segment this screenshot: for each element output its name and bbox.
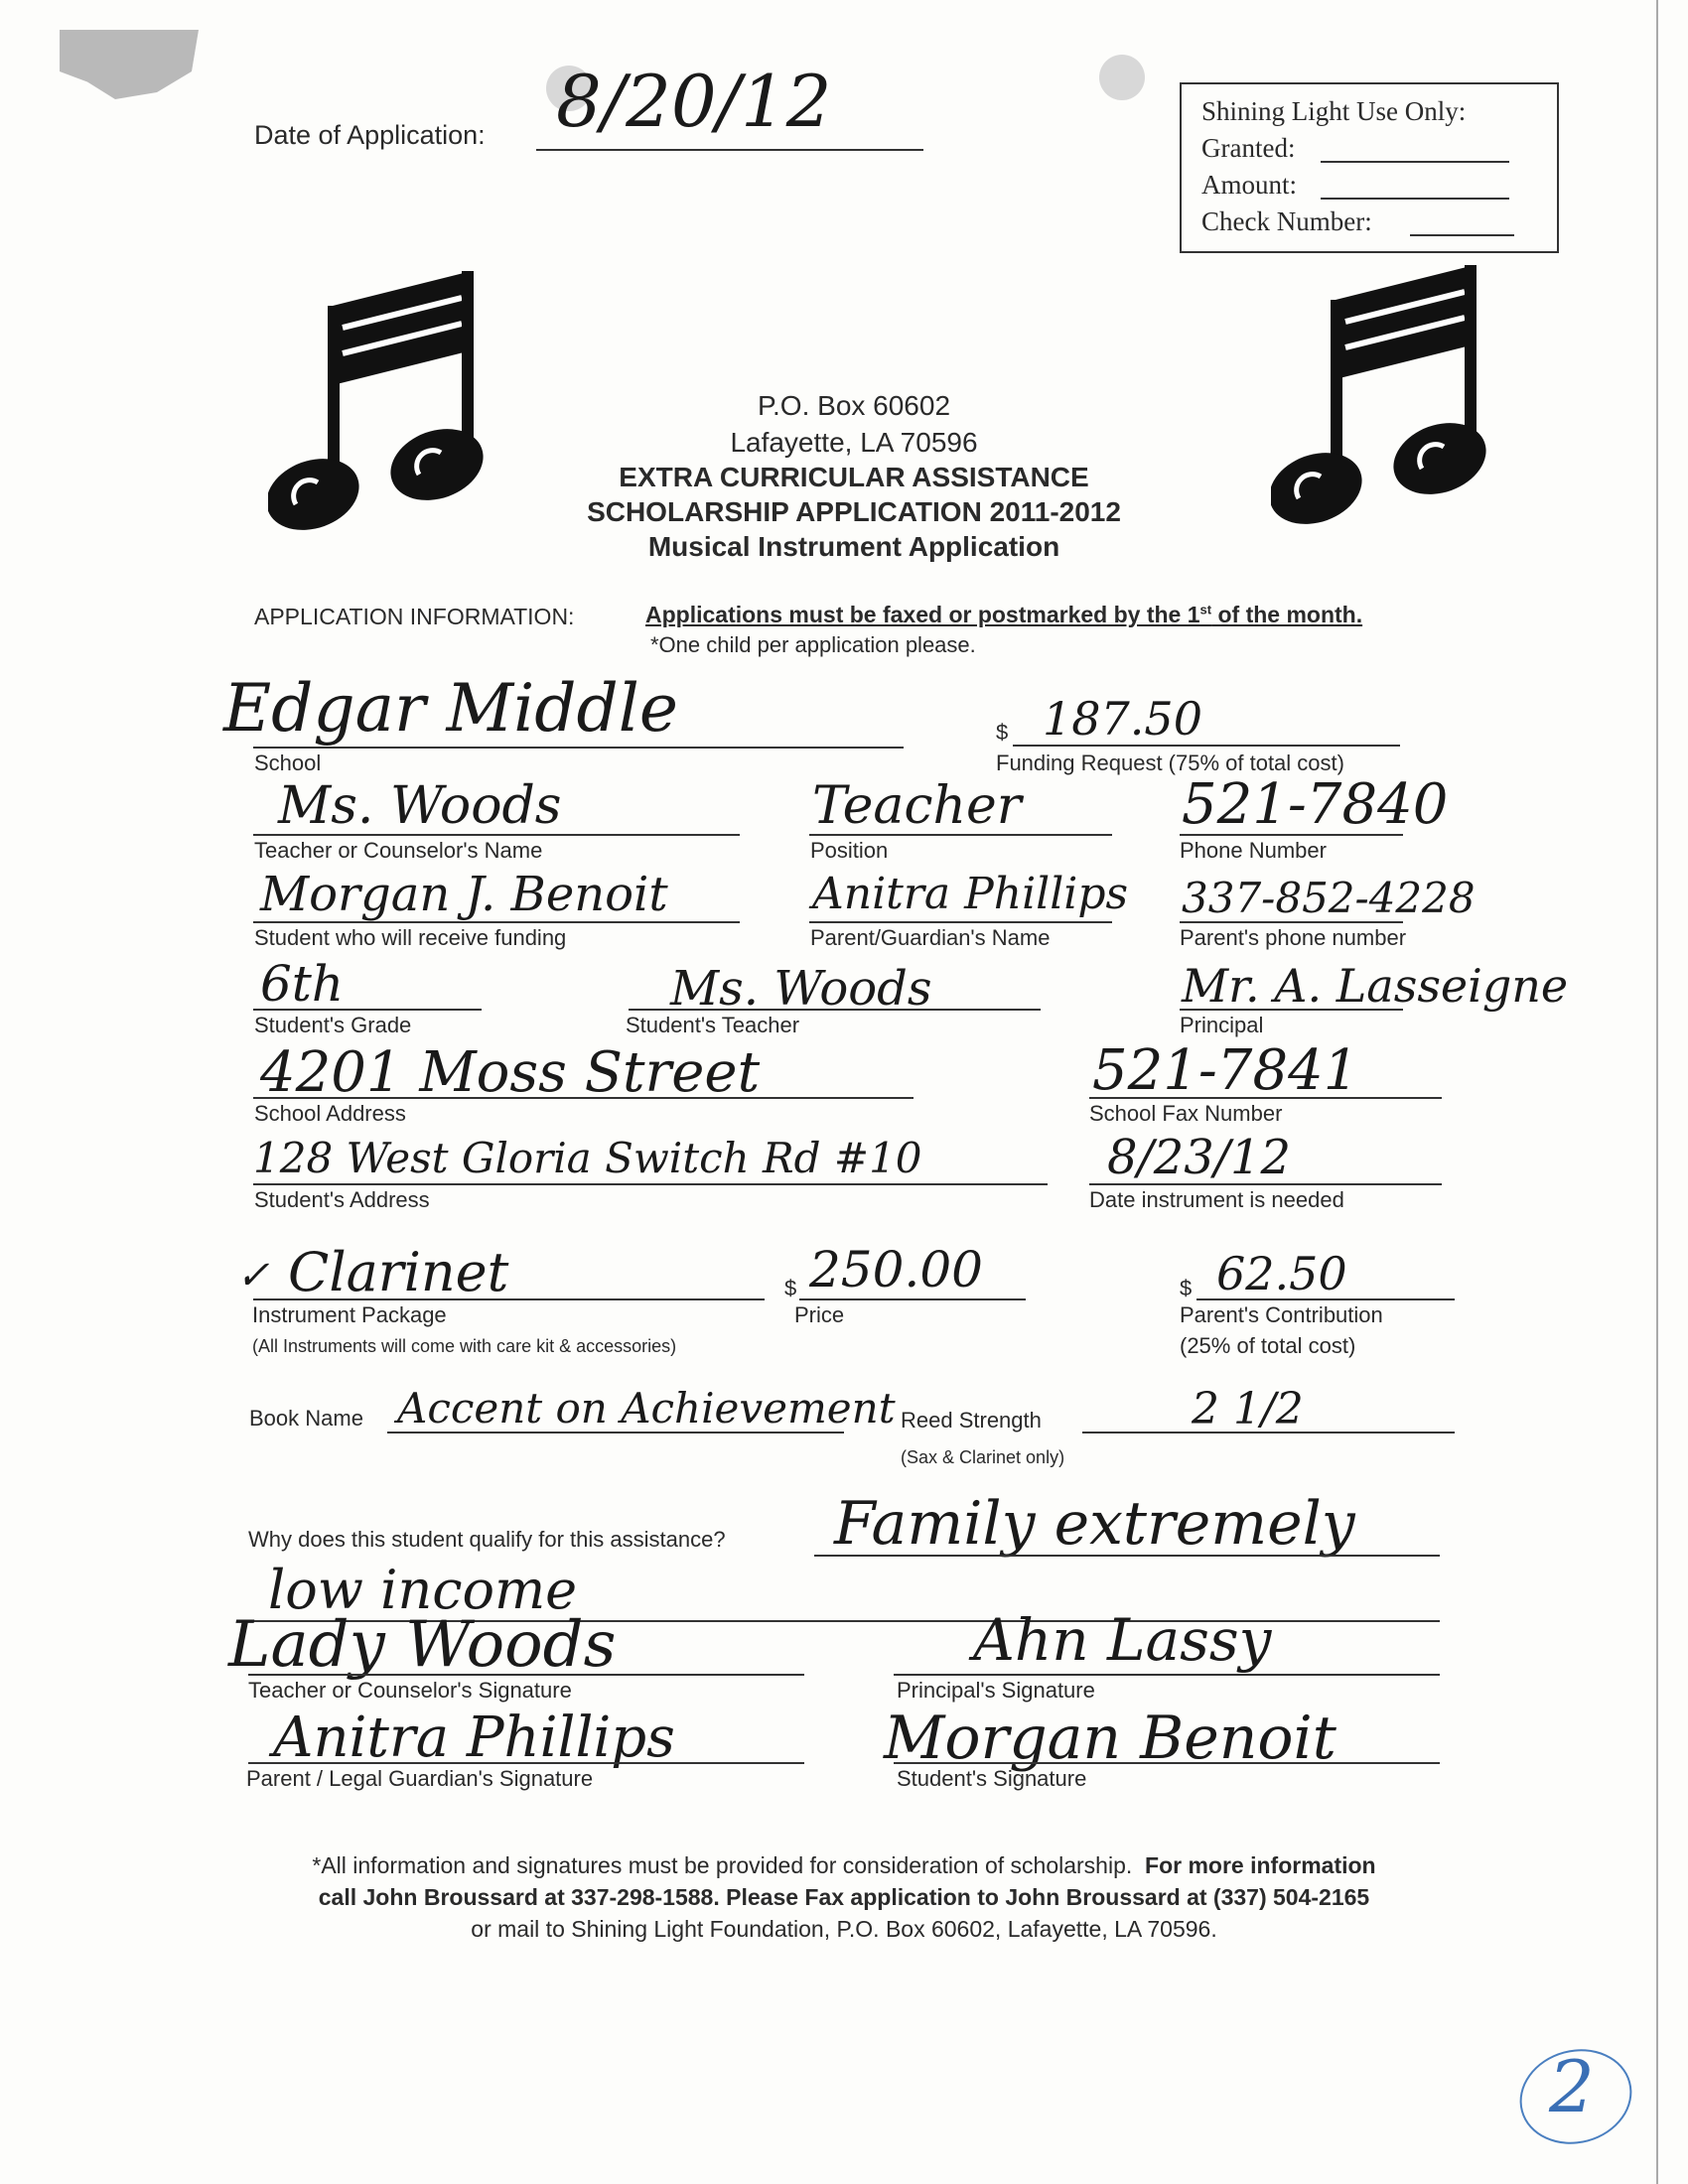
amount-label: Amount:	[1201, 170, 1298, 200]
school-label: School	[254, 751, 322, 775]
parent-phone-line	[1180, 921, 1403, 923]
book-value: Accent on Achievement	[397, 1384, 896, 1433]
footer-note: *All information and signatures must be provided for consideration of scholarship.	[312, 1852, 1133, 1878]
deadline-note-end: of the month.	[1211, 602, 1363, 627]
parent-name-value: Anitra Phillips	[812, 869, 1129, 919]
teacher-name-label: Teacher or Counselor's Name	[254, 838, 543, 863]
qualify-line	[814, 1555, 1440, 1557]
principal-signature-line	[894, 1674, 1440, 1676]
parent-name-label: Parent/Guardian's Name	[810, 925, 1051, 950]
footer-line-1	[179, 1852, 1509, 1879]
school-fax-label: School Fax Number	[1089, 1101, 1283, 1126]
grade-label: Student's Grade	[254, 1013, 412, 1037]
grade-line	[253, 1009, 482, 1011]
instrument-note: (All Instruments will come with care kit & accessories)	[252, 1336, 677, 1356]
amount-line	[1321, 198, 1509, 200]
contribution-dollar: $	[1180, 1276, 1193, 1300]
price-line	[799, 1298, 1026, 1300]
parent-signature-line	[248, 1762, 804, 1764]
parent-name-line	[809, 921, 1112, 923]
school-address-label: School Address	[254, 1101, 406, 1126]
school-line	[253, 747, 904, 749]
title-line-3: Musical Instrument Application	[647, 531, 1060, 562]
application-information-label: APPLICATION INFORMATION:	[254, 604, 575, 629]
contribution-line	[1196, 1298, 1455, 1300]
date-of-application-label: Date of Application:	[254, 120, 486, 150]
qualify-label: Why does this student qualify for this assistance?	[248, 1527, 726, 1552]
reed-note: (Sax & Clarinet only)	[901, 1447, 1065, 1467]
office-use-title: Shining Light Use Only:	[1201, 96, 1467, 126]
school-value: Edgar Middle	[223, 670, 678, 747]
price-label: Price	[794, 1302, 845, 1327]
one-child-note: *One child per application please.	[650, 632, 976, 657]
check-number-line	[1410, 234, 1514, 236]
date-needed-value: 8/23/12	[1107, 1130, 1292, 1185]
parent-phone-value: 337-852-4228	[1182, 874, 1476, 922]
funding-label: Funding Request (75% of total cost)	[996, 751, 1344, 775]
contribution-note: (25% of total cost)	[1180, 1333, 1356, 1358]
reed-line	[1082, 1432, 1455, 1433]
check-number-label: Check Number:	[1201, 206, 1372, 236]
footer-line-3: or mail to Shining Light Foundation, P.O. Box 60602, Lafayette, LA 70596.	[471, 1916, 1217, 1942]
funding-value: 187.50	[1043, 692, 1202, 746]
granted-line	[1321, 161, 1509, 163]
date-of-application-line	[536, 149, 923, 151]
page-mark: 2	[1549, 2045, 1595, 2128]
parent-signature: Anitra Phillips	[273, 1706, 675, 1770]
teacher-signature: Lady Woods	[228, 1608, 617, 1682]
student-address-line	[253, 1183, 1048, 1185]
date-needed-label: Date instrument is needed	[1089, 1187, 1344, 1212]
teacher-signature-line	[248, 1674, 804, 1676]
punch-hole	[1099, 55, 1145, 100]
school-fax-value: 521-7841	[1092, 1038, 1359, 1103]
student-address-label: Student's Address	[254, 1187, 430, 1212]
instrument-check-mark: ✓	[236, 1253, 270, 1298]
price-dollar: $	[784, 1276, 797, 1300]
footer-more-info: For more information	[1145, 1852, 1376, 1878]
student-teacher-label: Student's Teacher	[626, 1013, 800, 1037]
deadline-note	[645, 602, 1362, 628]
music-note-icon	[1271, 260, 1489, 548]
instrument-label: Instrument Package	[252, 1302, 447, 1327]
parent-signature-label: Parent / Legal Guardian's Signature	[246, 1766, 594, 1791]
student-address-value: 128 West Gloria Switch Rd #10	[253, 1134, 922, 1182]
position-label: Position	[810, 838, 889, 863]
principal-label: Principal	[1180, 1013, 1264, 1037]
price-value: 250.00	[809, 1241, 983, 1298]
title-line-1: EXTRA CURRICULAR ASSISTANCE	[619, 462, 1089, 492]
funding-line	[1013, 745, 1400, 747]
date-of-application-value: 8/20/12	[556, 60, 832, 143]
contribution-value: 62.50	[1216, 1247, 1347, 1300]
position-value: Teacher	[812, 776, 1022, 836]
title-line-2: SCHOLARSHIP APPLICATION 2011-2012	[587, 496, 1121, 527]
book-label: Book Name	[249, 1406, 363, 1431]
position-line	[809, 834, 1112, 836]
instrument-value: Clarinet	[288, 1241, 509, 1303]
school-fax-line	[1089, 1097, 1442, 1099]
student-teacher-line	[629, 1009, 1041, 1011]
student-label: Student who will receive funding	[254, 925, 567, 950]
phone-label: Phone Number	[1180, 838, 1327, 863]
music-note-icon	[268, 266, 487, 554]
phone-value: 521-7840	[1182, 772, 1449, 837]
teacher-name-line	[253, 834, 740, 836]
student-teacher-value: Ms. Woods	[670, 961, 932, 1017]
principal-line	[1180, 1009, 1403, 1011]
student-signature-label: Student's Signature	[897, 1766, 1087, 1791]
qualify-value: Family extremely	[834, 1489, 1355, 1559]
city-state: Lafayette, LA 70596	[730, 427, 978, 458]
deadline-note-text: Applications must be faxed or postmarked by the 1	[645, 602, 1200, 627]
student-signature: Morgan Benoit	[884, 1704, 1336, 1773]
date-needed-line	[1089, 1183, 1442, 1185]
po-box: P.O. Box 60602	[757, 390, 951, 421]
granted-label: Granted:	[1201, 133, 1296, 163]
qualify-value-2: low income	[268, 1559, 578, 1621]
instrument-line	[253, 1298, 765, 1300]
principal-signature: Ahn Lassy	[973, 1606, 1272, 1674]
teacher-signature-label: Teacher or Counselor's Signature	[248, 1678, 572, 1703]
deadline-note-sup: st	[1199, 602, 1212, 617]
principal-value: Mr. A. Lasseigne	[1182, 959, 1569, 1013]
principal-signature-label: Principal's Signature	[897, 1678, 1095, 1703]
funding-dollar: $	[996, 720, 1009, 745]
phone-line	[1180, 834, 1403, 836]
grade-value: 6th	[260, 955, 345, 1013]
student-line	[253, 921, 740, 923]
school-address-value: 4201 Moss Street	[260, 1040, 761, 1105]
teacher-name-value: Ms. Woods	[278, 776, 562, 836]
book-line	[387, 1432, 844, 1433]
page-edge	[1656, 0, 1658, 2184]
footer-line-2: call John Broussard at 337-298-1588. Please Fax application to John Broussard at (337) 504-2165	[318, 1884, 1370, 1910]
student-value: Morgan J. Benoit	[260, 867, 668, 922]
parent-phone-label: Parent's phone number	[1180, 925, 1407, 950]
school-address-line	[253, 1097, 914, 1099]
reed-label: Reed Strength	[901, 1408, 1042, 1433]
student-signature-line	[894, 1762, 1440, 1764]
torn-corner	[60, 30, 199, 99]
contribution-label: Parent's Contribution	[1180, 1302, 1383, 1327]
reed-value: 2 1/2	[1192, 1384, 1304, 1434]
